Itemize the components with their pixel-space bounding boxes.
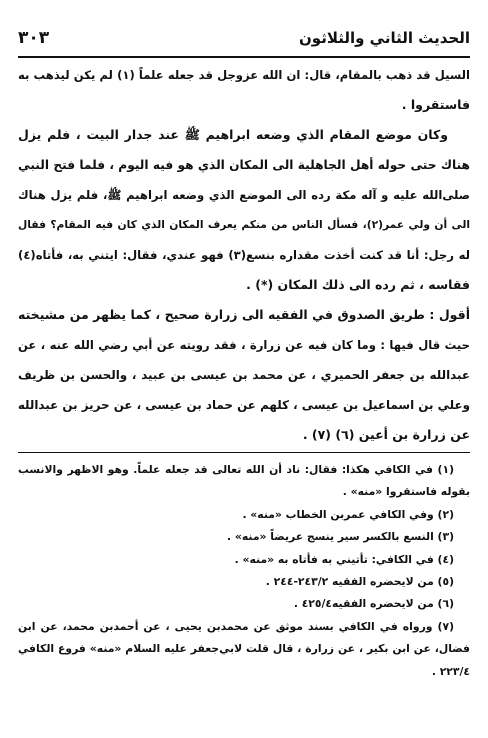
main-text	[18, 60, 470, 450]
footnote-line: بقوله فاستقروا «منه» .	[342, 485, 470, 499]
text-line: أقول : طريق الصدوق في الفقيه الى زرارة صحيح ، كما يظهر من مشيخته	[18, 307, 470, 322]
footnote-line: فضال، عن ابن بكير ، عن زرارة ، قال قلت لابي‌جعفر عليه السلام «منه» فروع الكافي	[18, 642, 470, 656]
page-number: ٣٠٣	[18, 28, 50, 48]
footnote-line: (٦) من لايحضره الفقيه٤٢٥/٤ .	[293, 597, 454, 611]
text-line: حيث قال فيها : وما كان فيه عن زرارة ، فقد رويته عن أبي رضي الله عنه ، عن	[18, 338, 470, 352]
footnote-divider	[18, 452, 470, 453]
header-divider	[18, 56, 470, 58]
footnote-line: (٧) ورواه في الكافي بسند موثق عن محمدبن يحيى ، عن أحمدبن محمد، عن ابن	[18, 619, 454, 633]
footnote-line: (٤) في الكافي: تأتيني به فأتاه به «منه» .	[234, 552, 454, 566]
footnotes	[18, 459, 470, 683]
footnote-line: (٥) من لايحضره الفقيه ٢٤٣/٢-٢٤٤ .	[265, 574, 454, 588]
footnote-line: ٢٢٣/٤ .	[431, 664, 470, 678]
footnote-line: (٢) وفي الكافي عمربن الخطاب «منه» .	[242, 507, 454, 521]
page-header	[18, 26, 470, 50]
text-line: عن زرارة بن أعين (٦) (٧) .	[302, 427, 470, 442]
text-line: هناك حتى حوله أهل الجاهلية الى المكان الذي هو فيه اليوم ، فلما فتح النبي	[18, 158, 470, 172]
text-line: وعلي بن اسماعيل بن عيسى ، كلهم عن حماد بن عيسى ، عن حريز بن عبدالله	[18, 398, 470, 412]
text-line: صلى‌الله عليه و آله مكة رده الى الموضع الذي وضعه ابراهيم ﷺ، فلم يزل هناك	[18, 188, 470, 202]
document-page	[18, 0, 470, 738]
text-line: فاستقروا .	[401, 97, 470, 112]
text-line: له رجل: أنا قد كنت أخذت مقداره بنسع(٣) فهو عندي، فقال: ايتني به، فأتاه(٤)	[18, 248, 470, 262]
text-line: الى أن ولي عمر(٢)، فسأل الناس من منكم يعرف المكان الذي كان فيه المقام؟ فقال	[18, 218, 470, 231]
chapter-title: الحديث الثاني والثلاثون	[299, 29, 470, 47]
text-line: وكان موضع المقام الذي وضعه ابراهيم ﷺ عند جدار البيت ، فلم يزل	[18, 127, 448, 142]
footnote-line: (٣) النسع بالكسر سير ينسج عريضاً «منه» .	[227, 530, 454, 544]
text-line: فقاسه ، ثم رده الى ذلك المكان (*) .	[246, 277, 470, 292]
text-line: السيل قد ذهب بالمقام، قال: ان الله عزوجل قد جعله علماً (١) لم يكن ليذهب به	[18, 68, 470, 82]
footnote-line: (١) في الكافي هكذا: فقال: ناد أن الله تعالى قد جعله علماً. وهو الاظهر والانسب	[18, 463, 454, 476]
text-line: عبدالله بن جعفر الحميري ، عن محمد بن عيسى بن عبيد ، والحسن بن ظريف	[18, 368, 470, 382]
